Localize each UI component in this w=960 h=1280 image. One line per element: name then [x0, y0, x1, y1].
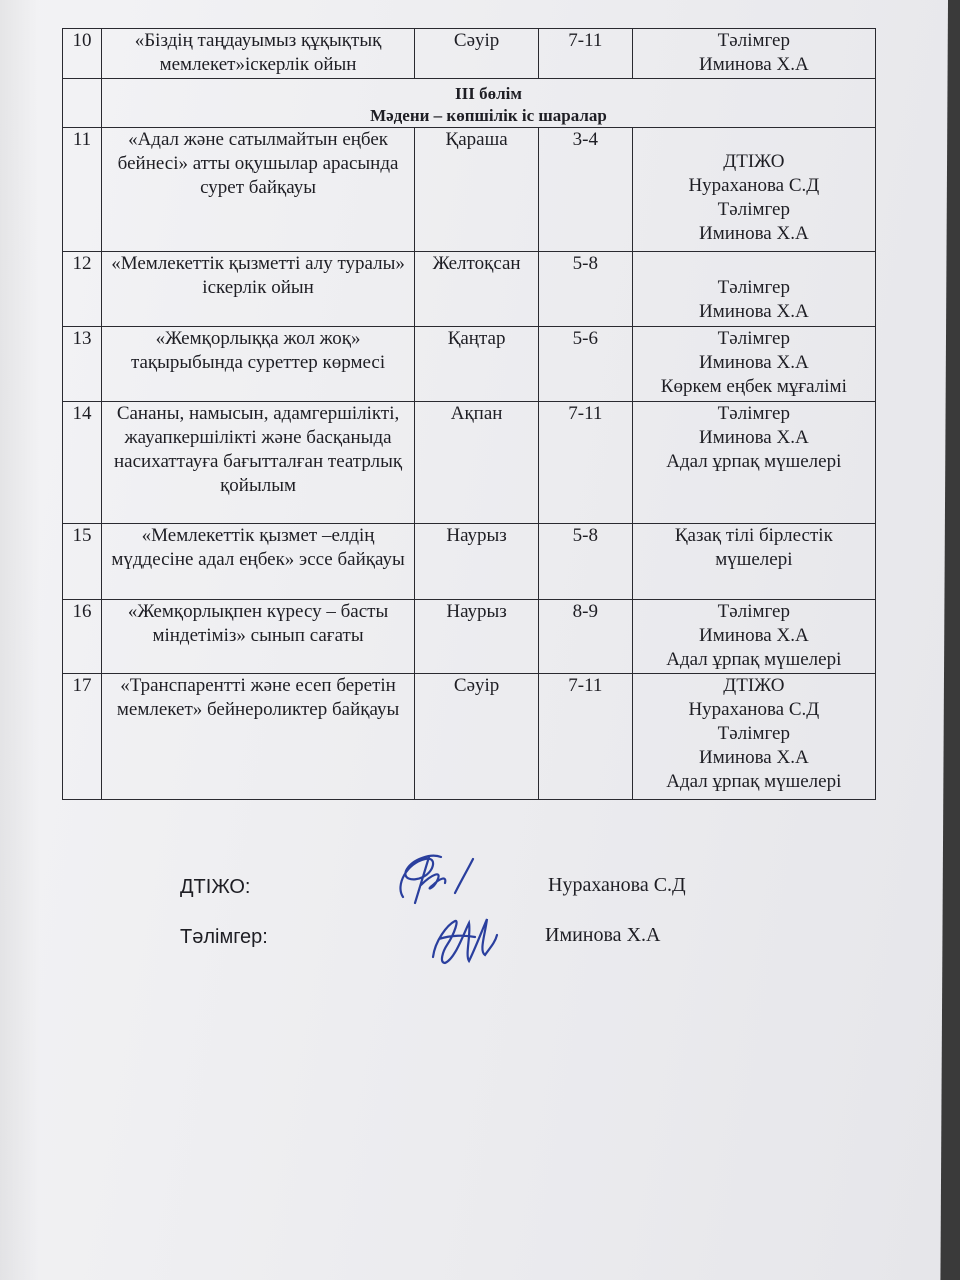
event-title: «Транспарентті және есеп беретін мемлекет» бейнероликтер байқауы [101, 674, 414, 800]
event-month: Желтоқсан [415, 252, 539, 327]
responsible-line: Тәлімгер [717, 30, 790, 51]
event-responsible [632, 674, 875, 800]
responsible-line: Тәлімгер [717, 199, 790, 220]
responsible-line: Көркем еңбек мұғалімі [660, 376, 847, 397]
table-row [63, 327, 876, 402]
responsible-line: Иминова Х.А [698, 747, 809, 768]
responsible-line: Тәлімгер [717, 403, 790, 424]
responsible-line: Адал ұрпақ мүшелері [666, 649, 842, 670]
event-grade: 7-11 [539, 29, 633, 79]
event-grade: 5-6 [539, 327, 633, 402]
events-table [62, 28, 876, 800]
section-part: ІІІ бөлім [455, 84, 522, 103]
page-shadow [0, 0, 40, 1280]
table-row [63, 600, 876, 674]
event-title: «Жемқорлықпен күресу – басты міндетіміз» сынып сағаты [101, 600, 414, 674]
footer-name-2: Иминова Х.А [545, 924, 661, 946]
section-blank-cell [63, 79, 102, 128]
responsible-line: Адал ұрпақ мүшелері [666, 771, 842, 792]
section-header-row [63, 79, 876, 128]
section-header [101, 79, 875, 128]
responsible-line: Иминова Х.А [698, 427, 809, 448]
responsible-line: Иминова Х.А [698, 223, 809, 244]
event-title: Сананы, намысын, адамгершілікті, жауапкершілікті және басқаныда насихаттауға бағытталған театрлық қойылым [101, 402, 414, 524]
row-number: 16 [63, 600, 102, 674]
table-row [63, 524, 876, 600]
event-responsible [632, 252, 875, 327]
responsible-line: Иминова Х.А [698, 352, 809, 373]
event-responsible [632, 128, 875, 252]
responsible-line: Тәлімгер [717, 601, 790, 622]
footer-role-2: Тәлімгер: [180, 926, 268, 948]
row-number: 15 [63, 524, 102, 600]
event-month: Сәуір [415, 29, 539, 79]
section-name: Мәдени – көпшілік іс шаралар [370, 106, 607, 125]
row-number: 10 [63, 29, 102, 79]
row-number: 11 [63, 128, 102, 252]
responsible-line: Иминова Х.А [698, 54, 809, 75]
responsible-line: Иминова Х.А [698, 625, 809, 646]
event-month: Қараша [415, 128, 539, 252]
responsible-line: Адал ұрпақ мүшелері [666, 451, 842, 472]
event-responsible [632, 402, 875, 524]
responsible-line: Тәлімгер [717, 277, 790, 298]
table-row [63, 29, 876, 79]
footer-role-1: ДТІЖО: [180, 876, 251, 898]
event-grade: 7-11 [539, 674, 633, 800]
event-responsible: Қазақ тілі бірлестік мүшелері [632, 524, 875, 600]
event-month: Наурыз [415, 524, 539, 600]
row-number: 12 [63, 252, 102, 327]
table-row [63, 402, 876, 524]
event-responsible [632, 600, 875, 674]
event-grade: 7-11 [539, 402, 633, 524]
row-number: 17 [63, 674, 102, 800]
row-number: 14 [63, 402, 102, 524]
event-title: «Біздің таңдауымыз құқықтық мемлекет»іскерлік ойын [101, 29, 414, 79]
responsible-line: Иминова Х.А [698, 301, 809, 322]
responsible-line: ДТІЖО [723, 151, 785, 172]
event-month: Қаңтар [415, 327, 539, 402]
footer-name-1: Нураханова С.Д [548, 874, 686, 896]
responsible-line: Тәлімгер [717, 723, 790, 744]
table-row [63, 674, 876, 800]
signature-2-icon [425, 905, 505, 975]
event-grade: 5-8 [539, 524, 633, 600]
event-month: Наурыз [415, 600, 539, 674]
event-title: «Жемқорлыққа жол жоқ» тақырыбында суреттер көрмесі [101, 327, 414, 402]
event-month: Ақпан [415, 402, 539, 524]
row-number: 13 [63, 327, 102, 402]
event-grade: 3-4 [539, 128, 633, 252]
table-row [63, 128, 876, 252]
event-grade: 5-8 [539, 252, 633, 327]
event-responsible [632, 327, 875, 402]
responsible-line: Тәлімгер [717, 328, 790, 349]
event-title: «Адал және сатылмайтын еңбек бейнесі» атты оқушылар арасында сурет байқауы [101, 128, 414, 252]
event-title: «Мемлекеттік қызметті алу туралы» іскерлік ойын [101, 252, 414, 327]
event-responsible [632, 29, 875, 79]
responsible-line: ДТІЖО [723, 675, 785, 696]
responsible-line: Нураханова С.Д [688, 175, 820, 196]
event-month: Сәуір [415, 674, 539, 800]
table-row [63, 252, 876, 327]
event-grade: 8-9 [539, 600, 633, 674]
responsible-line: Нураханова С.Д [688, 699, 820, 720]
event-title: «Мемлекеттік қызмет –елдің мүддесіне адал еңбек» эссе байқауы [101, 524, 414, 600]
